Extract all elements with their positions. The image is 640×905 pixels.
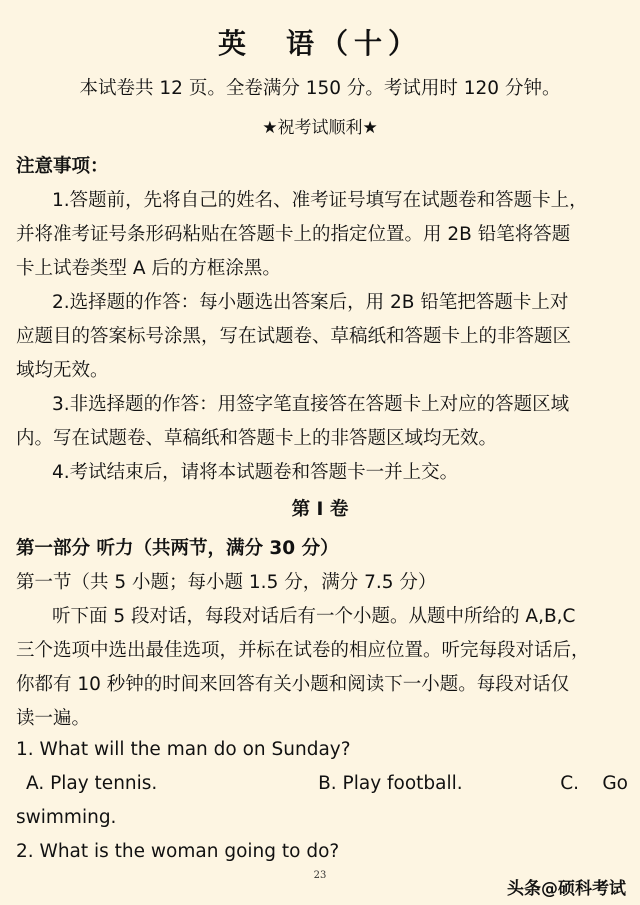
option-a: A. Play tennis. <box>26 773 158 794</box>
notice-line: 1.答题前，先将自己的姓名、准考证号填写在试题卷和答题卡上， <box>52 190 588 211</box>
instruction-line: 三个选项中选出最佳选项，并标在试卷的相应位置。听完每段对话后， <box>16 640 590 661</box>
section-heading: 第一节（共 5 小题；每小题 1.5 分，满分 7.5 分） <box>16 572 437 593</box>
option-c-text: Go <box>602 773 628 794</box>
instruction-line: 你都有 10 秒钟的时间来回答有关小题和阅读下一小题。每段对话仅 <box>16 674 570 695</box>
question-1: 1. What will the man do on Sunday? <box>16 739 351 760</box>
volume-heading: 第 I 卷 <box>291 499 349 520</box>
notice-line: 并将准考证号条形码粘贴在答题卡上的指定位置。用 2B 铅笔将答题 <box>16 224 571 245</box>
option-b: B. Play football. <box>318 773 463 794</box>
notice-line: 3.非选择题的作答：用签字笔直接答在答题卡上对应的答题区域 <box>52 394 570 415</box>
good-luck-note: ★祝考试顺利★ <box>262 118 378 138</box>
exam-info: 本试卷共 12 页。全卷满分 150 分。考试用时 120 分钟。 <box>79 78 561 99</box>
instruction-line: 听下面 5 段对话，每段对话后有一个小题。从题中所给的 A,B,C <box>52 606 576 627</box>
notice-line: 应题目的答案标号涂黑，写在试题卷、草稿纸和答题卡上的非答题区 <box>16 326 572 347</box>
part-heading: 第一部分 听力（共两节，满分 30 分） <box>16 538 339 559</box>
question-1-options <box>16 767 628 801</box>
page-number: 23 <box>313 870 327 881</box>
watermark: 头条@硕科考试 <box>507 879 626 899</box>
notice-line: 4.考试结束后，请将本试题卷和答题卡一并上交。 <box>52 462 459 483</box>
option-c-continued: swimming. <box>16 807 117 828</box>
notice-line: 域均无效。 <box>16 360 109 381</box>
notice-line: 2.选择题的作答：每小题选出答案后，用 2B 铅笔把答题卡上对 <box>52 292 569 313</box>
notice-heading: 注意事项： <box>16 156 109 177</box>
option-c-letter: C. <box>560 773 580 794</box>
notice-line: 内。写在试题卷、草稿纸和答题卡上的非答题区域均无效。 <box>16 428 498 449</box>
notice-line: 卡上试卷类型 A 后的方框涂黑。 <box>16 258 281 279</box>
question-2: 2. What is the woman going to do? <box>16 841 340 862</box>
instruction-line: 读一遍。 <box>16 708 91 729</box>
page-title: 英 语（十） <box>217 27 422 60</box>
